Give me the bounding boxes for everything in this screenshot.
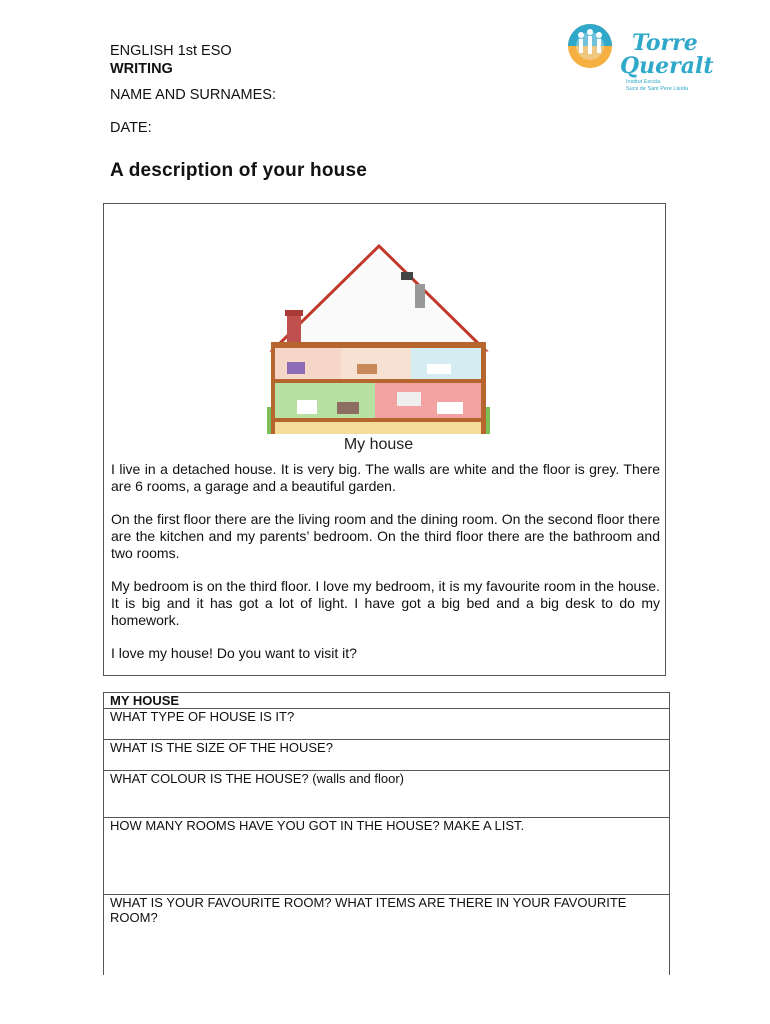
logo-sub-line2: Sucs de Sant Pere Lleida bbox=[626, 86, 689, 92]
paragraph: I live in a detached house. It is very big. The walls are white and the floor is grey. There are 6 rooms, a garage and a beautiful garden. bbox=[111, 461, 660, 494]
page-title: A description of your house bbox=[110, 160, 367, 181]
reading-box bbox=[103, 203, 666, 676]
questions-table bbox=[103, 692, 670, 975]
house-cutaway-icon bbox=[267, 242, 490, 434]
question-row[interactable]: WHAT TYPE OF HOUSE IS IT? bbox=[104, 709, 670, 740]
paragraph: On the first floor there are the living room and the dining room. On the second floor there are the kitchen and my parents’ bedroom. On the third floor there are the bathroom and two rooms. bbox=[111, 511, 660, 561]
date-field-label: DATE: bbox=[110, 120, 152, 136]
house-illustration bbox=[267, 242, 490, 457]
paragraph: I love my house! Do you want to visit it? bbox=[111, 645, 357, 661]
question-row[interactable]: WHAT IS YOUR FAVOURITE ROOM? WHAT ITEMS ARE THERE IN YOUR FAVOURITE ROOM? bbox=[104, 895, 670, 976]
logo-sub-line1: Institut Escola bbox=[626, 79, 661, 85]
question-row[interactable]: HOW MANY ROOMS HAVE YOU GOT IN THE HOUSE? MAKE A LIST. bbox=[104, 818, 670, 895]
course-label: ENGLISH 1st ESO bbox=[110, 43, 232, 59]
question-row[interactable]: WHAT IS THE SIZE OF THE HOUSE? bbox=[104, 740, 670, 771]
logo-name-line1: Torre bbox=[632, 30, 698, 56]
logo-name-line2: Queralt bbox=[620, 53, 714, 79]
name-field-label: NAME AND SURNAMES: bbox=[110, 87, 276, 103]
section-label: WRITING bbox=[110, 61, 173, 77]
school-logo bbox=[566, 20, 716, 100]
paragraph: My bedroom is on the third floor. I love my bedroom, it is my favourite room in the house. It is big and it has got a lot of light. I have got a big bed and a big desk to do my homework. bbox=[111, 578, 660, 628]
table-header: MY HOUSE bbox=[104, 693, 670, 709]
question-row[interactable]: WHAT COLOUR IS THE HOUSE? (walls and floor) bbox=[104, 771, 670, 818]
image-caption: My house bbox=[343, 436, 414, 453]
